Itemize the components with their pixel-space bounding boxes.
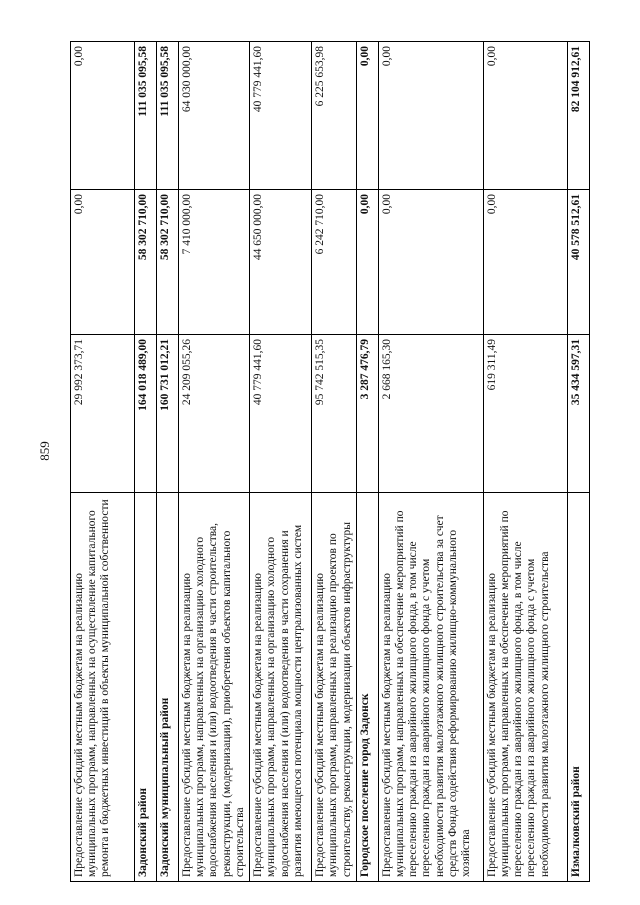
table-row: [378, 42, 483, 882]
row-value-1-cell: 95 742 515,35: [312, 335, 357, 493]
table-row: [250, 42, 312, 882]
row-value-2-cell: 40 578 512,61: [567, 190, 589, 335]
row-name-cell: Предоставление субсидий местным бюджетам на реализацию муниципальных программ, направленных на осуществление капитального ремонта и бюджетных инвестиций в объекты муниципальной собственности: [71, 493, 135, 882]
row-name-cell: Предоставление субсидий местным бюджетам на реализацию муниципальных программ, направленных на организацию холодного водоснабжения населения и (или) водоотведения в части сохранения и развития имеющегося потенциала мощности централизованных систем: [250, 493, 312, 882]
row-value-3-cell: 111 035 095,58: [157, 42, 179, 190]
row-value-2-cell: 44 650 000,00: [250, 190, 312, 335]
table-row: [157, 42, 179, 882]
row-name-cell: Предоставление субсидий местным бюджетам на реализацию муниципальных программ, направленных на обеспечение мероприятий по переселению граждан из аварийного жилищного фонда, в том числе переселению граждан из аварийного жилищного фонда с учетом необходимости развития малоэтажного жилищного строительства за счет средств Фонда содействия реформированию жилищно-коммунального хозяйства: [378, 493, 483, 882]
table-row: [356, 42, 378, 882]
row-value-1-cell: 619 311,49: [483, 335, 567, 493]
table-row: [179, 42, 250, 882]
row-value-2-cell: 58 302 710,00: [135, 190, 157, 335]
row-value-3-cell: 0,00: [356, 42, 378, 190]
row-value-2-cell: 0,00: [483, 190, 567, 335]
row-value-1-cell: 24 209 055,26: [179, 335, 250, 493]
budget-table-container: [70, 42, 586, 882]
row-value-3-cell: 0,00: [378, 42, 483, 190]
row-value-1-cell: 3 287 476,79: [356, 335, 378, 493]
row-name-cell: Задонский район: [135, 493, 157, 882]
table-row: [312, 42, 357, 882]
table-row: [567, 42, 589, 882]
row-value-1-cell: 35 434 597,31: [567, 335, 589, 493]
row-value-3-cell: 0,00: [71, 42, 135, 190]
row-value-1-cell: 2 668 165,30: [378, 335, 483, 493]
row-value-1-cell: 164 018 489,00: [135, 335, 157, 493]
row-value-1-cell: 29 992 373,71: [71, 335, 135, 493]
row-name-cell: Предоставление субсидий местным бюджетам на реализацию муниципальных программ, направленных на организацию холодного водоснабжения населения и (или) водоотведения в части строительства, реконструкции, (модернизации), приобретения объектов капитального строительства: [179, 493, 250, 882]
row-value-3-cell: 82 104 912,61: [567, 42, 589, 190]
page-number: 859: [37, 441, 52, 461]
table-row: [483, 42, 567, 882]
row-value-1-cell: 40 779 441,60: [250, 335, 312, 493]
row-value-2-cell: 58 302 710,00: [157, 190, 179, 335]
row-value-2-cell: 0,00: [356, 190, 378, 335]
row-value-2-cell: 6 242 710,00: [312, 190, 357, 335]
row-value-3-cell: 64 030 000,00: [179, 42, 250, 190]
row-value-1-cell: 160 731 012,21: [157, 335, 179, 493]
budget-table-body: [71, 42, 590, 882]
row-value-2-cell: 0,00: [378, 190, 483, 335]
row-name-cell: Предоставление субсидий местным бюджетам на реализацию муниципальных программ, направленных на обеспечение мероприятий по переселению граждан из аварийного жилищного фонда, в том числе переселению граждан из аварийного жилищного фонда с учетом необходимости развития малоэтажного жилищного строительства: [483, 493, 567, 882]
row-value-3-cell: 40 779 441,60: [250, 42, 312, 190]
row-value-3-cell: 0,00: [483, 42, 567, 190]
row-value-3-cell: 111 035 095,58: [135, 42, 157, 190]
row-value-2-cell: 0,00: [71, 190, 135, 335]
budget-table: [70, 41, 590, 882]
row-name-cell: Предоставление субсидий местным бюджетам на реализацию муниципальных программ, направленных на реализацию проектов по строительству, реконструкции, модернизации объектов инфраструктуры: [312, 493, 357, 882]
row-value-2-cell: 7 410 000,00: [179, 190, 250, 335]
row-name-cell: Измалковский район: [567, 493, 589, 882]
row-name-cell: Городское поселение город Задонск: [356, 493, 378, 882]
table-row: [135, 42, 157, 882]
table-row: [71, 42, 135, 882]
row-value-3-cell: 6 225 653,98: [312, 42, 357, 190]
row-name-cell: Задонский муниципальный район: [157, 493, 179, 882]
